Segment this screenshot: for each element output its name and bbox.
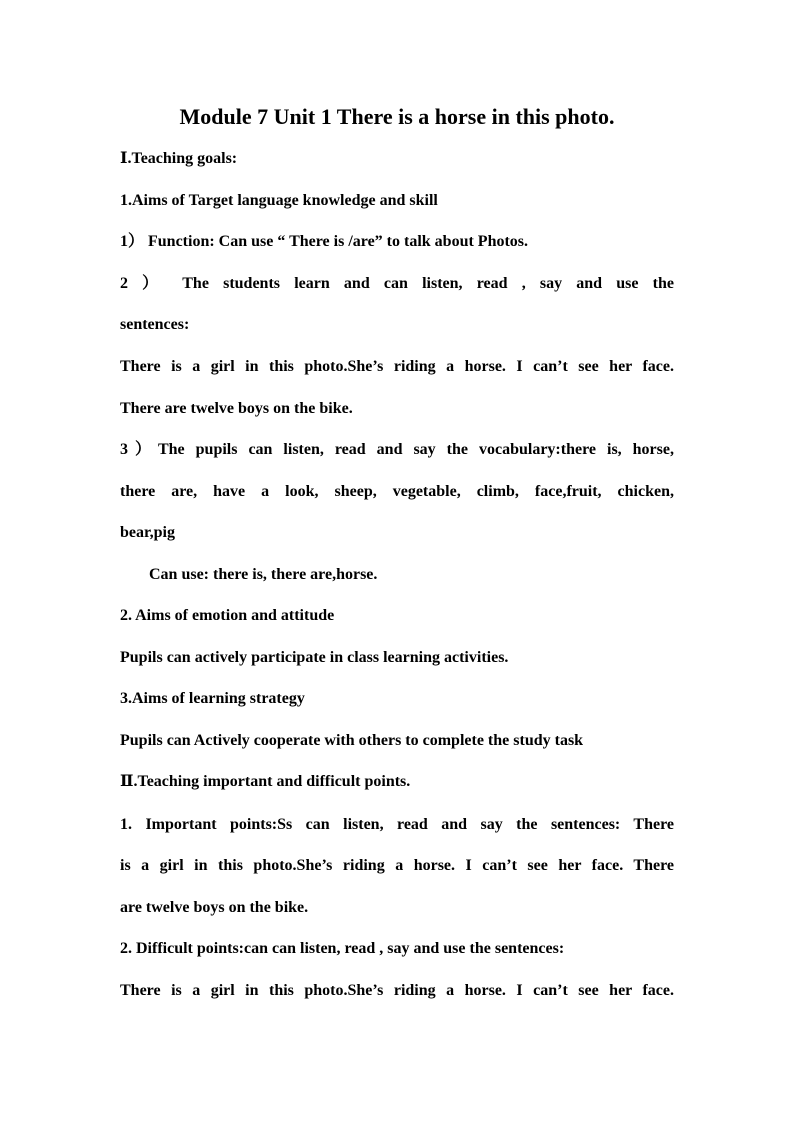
example-sentence: There is a girl in this photo.She’s riding a horse. I can’t see her face. <box>120 982 674 999</box>
list-item-function: 1） Function: Can use “ There is /are” to talk about Photos. <box>120 233 529 250</box>
list-item-continuation: sentences: <box>120 316 190 333</box>
list-item-difficult-points: 2. Difficult points:can can listen, read , say and use the sentences: <box>120 940 565 957</box>
list-item-students-learn: 2 ） The students learn and can listen, read , say and use the <box>120 275 674 292</box>
document-title: Module 7 Unit 1 There is a horse in this photo. <box>179 104 615 129</box>
section-heading-important-points: Ⅱ.Teaching important and difficult points. <box>120 773 411 790</box>
list-item-continuation: is a girl in this photo.She’s riding a horse. I can’t see her face. There <box>120 857 674 874</box>
section-heading-teaching-goals: Ⅰ.Teaching goals: <box>120 150 238 167</box>
example-sentence: There is a girl in this photo.She’s riding a horse. I can’t see her face. <box>120 358 674 375</box>
subheading-emotion-attitude: 2. Aims of emotion and attitude <box>120 607 335 624</box>
subheading-target-language: 1.Aims of Target language knowledge and skill <box>120 192 438 209</box>
list-item-continuation: are twelve boys on the bike. <box>120 899 309 916</box>
paragraph-line: Pupils can Actively cooperate with others to complete the study task <box>120 732 584 749</box>
list-item-vocabulary: 3）The pupils can listen, read and say the vocabulary:there is, horse, <box>120 441 674 458</box>
example-sentence: There are twelve boys on the bike. <box>120 400 353 417</box>
can-use-line: Can use: there is, there are,horse. <box>149 566 378 583</box>
list-item-continuation: bear,pig <box>120 524 175 541</box>
list-item-important-points: 1. Important points:Ss can listen, read and say the sentences: There <box>120 816 674 833</box>
list-item-continuation: there are, have a look, sheep, vegetable, climb, face,fruit, chicken, <box>120 483 674 500</box>
subheading-learning-strategy: 3.Aims of learning strategy <box>120 690 305 707</box>
paragraph-line: Pupils can actively participate in class learning activities. <box>120 649 509 666</box>
